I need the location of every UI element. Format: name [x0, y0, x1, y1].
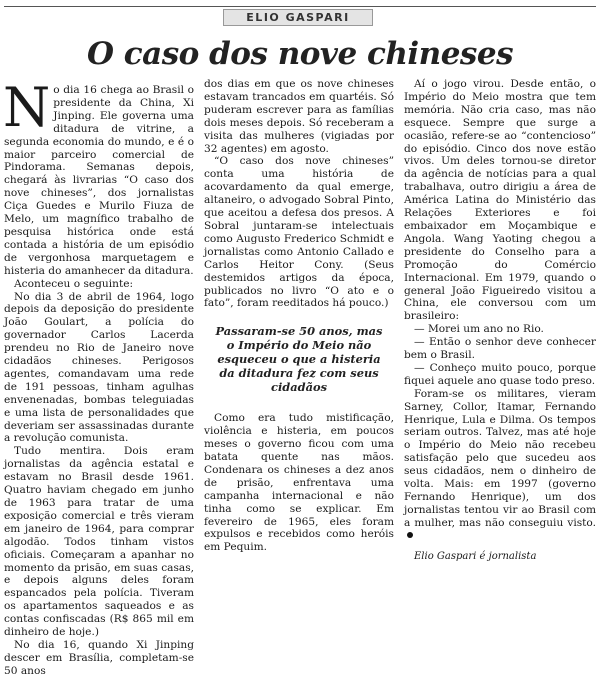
end-mark-icon: [407, 532, 413, 538]
paragraph: Aconteceu o seguinte:: [14, 277, 134, 290]
paragraph: Tudo mentira. Dois eram jornalistas da agência estatal e estavam no Brasil desde 1961. Quatro haviam chegado em junho de 1963 para tratar de uma exposição comercial e três vieram em janeiro de 1964, para comprar algodão. Todos tinham vistos oficiais. Começaram a apanhar no momento da prisão, em suas casas, e depois alguns deles foram espancados pela polícia. Tiveram os apartamentos saqueados e as contas confiscadas (R$ 865 mil em dinheiro de hoje.): [4, 445, 194, 639]
paragraph: [404, 388, 596, 543]
headline: O caso dos nove chineses: [86, 36, 514, 72]
lead-paragraph: [3, 76, 194, 278]
paragraph-text: o dia 16 chega ao Brasil o presidente da China, Xi Jinping. Ele governa uma ditadura de vitrine, a segunda economia do mundo, e é o maior parceiro comercial de Pindorama. Semanas depois, chegará às livrarias “O caso dos nove chineses”, dos jornalistas Ciça Guedes e Murilo Fiuza de Melo, um magnífico trabalho de pesquisa histórica onde está contada a história de um episódio de vergonhosa marquetagem e histeria do amanhecer da ditadura.: [4, 84, 194, 277]
pull-quote: Passaram-se 50 anos, mas o Império do Meio não esqueceu o que a histeria da ditadura fez com seus cidadãos: [215, 324, 383, 395]
drop-cap: N: [3, 76, 51, 139]
dialogue-line: — Morei um ano no Rio.: [414, 323, 544, 336]
paragraph: No dia 16, quando Xi Jinping descer em Brasília, completam-se 50 anos: [4, 638, 194, 677]
author-byline: ELIO GASPARI: [223, 9, 372, 26]
column-3: [404, 78, 596, 564]
paragraph: dos dias em que os nove chineses estavam trancados em quartéis. Só puderam escrever para as famílias dois meses depois. Só receberam a visita das mulheres (vigiadas por 32 agentes) em agosto.: [204, 78, 394, 155]
paragraph: Aí o jogo virou. Desde então, o Império do Meio mostra que tem memória. Não cria caso, mas não esquece. Sempre que surge a ocasião, refere-se ao “contencioso” do episódio. Cinco dos nove estão vivos. Um deles tornou-se diretor da agência de notícias para a qual trabalhava, outro dirigiu a área de América Latina do Ministério das Relações Exteriores e foi embaixador em Moçambique e Angola. Wang Yaoting chegou a presidente do Conselho para a Promoção do Comércio Internacional. Em 1979, quando o general João Figueiredo visitou a China, ele conversou com um brasileiro:: [404, 78, 596, 323]
paragraph: Como era tudo mistificação, violência e histeria, em poucos meses o governo ficou com uma batata quente nas mãos. Condenara os chineses a dez anos de prisão, enfrentava uma campanha internacional e não tinha como se explicar. Em fevereiro de 1965, eles foram expulsos e recebidos como heróis em Pequim.: [204, 412, 394, 554]
paragraph: No dia 3 de abril de 1964, logo depois da deposição do presidente João Goulart, a polícia do governador Carlos Lacerda prendeu no Rio de Janeiro nove cidadãos chineses. Perigosos agentes, comandavam uma rede de 191 pessoas, tinham agulhas envenenadas, bombas teleguiadas e uma lista de personalidades que deveriam ser assassinadas durante a revolução comunista.: [4, 290, 194, 445]
column-2: [204, 78, 394, 554]
dialogue-line: — Conheço muito pouco, porque fiquei aquele ano quase todo preso.: [404, 361, 596, 387]
byline-box: [4, 6, 592, 28]
paragraph: “O caso dos nove chineses” conta uma história de acovardamento da qual emerge, altaneiro, o advogado Sobral Pinto, que aceitou a defesa dos presos. A Sobral juntaram-se intelectuais como Augusto Frederico Schmidt e jornalistas como Antonio Callado e Carlos Heitor Cony. (Seus destemidos artigos da época, publicados no livro “O ato e o fato”, foram reeditados há pouco.): [204, 155, 394, 310]
column-1: [3, 76, 194, 678]
dialogue-line: — Então o senhor deve conhecer bem o Brasil.: [404, 336, 596, 362]
author-credit: Elio Gaspari é jornalista: [414, 550, 537, 562]
paragraph-text: Foram-se os militares, vieram Sarney, Collor, Itamar, Fernando Henrique, Lula e Dilma. Os tempos seriam outros. Talvez, mas até hoje o Império do Meio não recebeu satisfação pelo que sucedeu aos seus cidadãos, nem o dinheiro de volta. Mais: em 1997 (governo Fernando Henrique), um dos jornalistas tentou vir ao Brasil com a mulher, mas não conseguiu visto.: [404, 387, 596, 529]
